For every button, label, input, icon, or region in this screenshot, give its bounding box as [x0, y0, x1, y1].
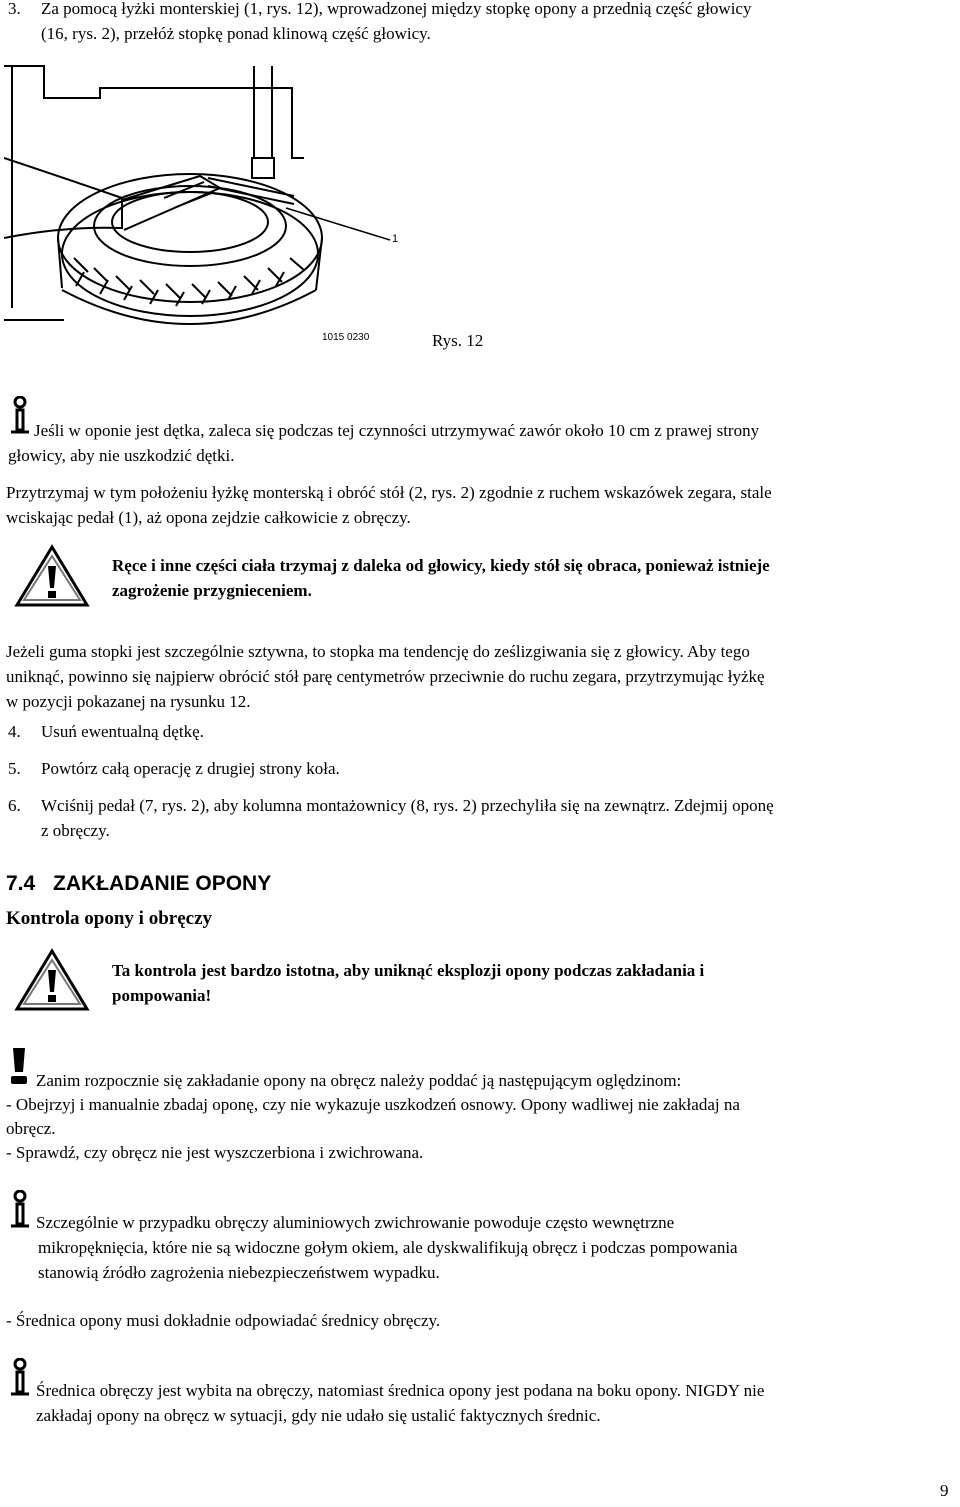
note-text-line: stanowią źródło zagrożenia niebezpieczeństwem wypadku.: [38, 1263, 440, 1282]
step-text-line: (16, rys. 2), przełóż stopkę ponad klinową część głowicy.: [41, 24, 431, 43]
step-text-line: Za pomocą łyżki monterskiej (1, rys. 12), wprowadzonej między stopkę opony a przednią część głowicy: [41, 0, 752, 18]
exclamation-icon: [8, 1046, 30, 1086]
figure-code: 1015 0230: [322, 332, 370, 343]
important-text-line: obręcz.: [6, 1119, 56, 1138]
section-number: 7.4: [6, 872, 36, 895]
note-text-line: zakładaj opony na obręcz w sytuacji, gdy nie udało się ustalić faktycznych średnic.: [36, 1406, 601, 1425]
note-text-line: Średnica obręczy jest wybita na obręczy, natomiast średnica opony jest podana na boku opony. NIGDY nie: [36, 1381, 765, 1400]
warning-text-line: pompowania!: [112, 986, 212, 1005]
info-i-icon: [8, 1358, 32, 1398]
page-number: 9: [940, 1481, 949, 1500]
section-heading: [6, 870, 271, 898]
info-i-icon: [8, 396, 32, 436]
important-text-line: Zanim rozpocznie się zakładanie opony na obręcz należy poddać ją następującym oględzinom:: [36, 1071, 682, 1090]
warning-text-line: Ręce i inne części ciała trzymaj z daleka od głowicy, kiedy stół się obraca, ponieważ istnieje: [112, 556, 770, 575]
section-subtitle: Kontrola opony i obręczy: [6, 908, 213, 929]
paragraph-line: Jeżeli guma stopki jest szczególnie sztywna, to stopka ma tendencję do ześlizgiwania się z głowicy. Aby tego: [6, 642, 750, 661]
dash-list-item: - Średnica opony musi dokładnie odpowiadać średnicy obręczy.: [6, 1311, 441, 1330]
warning-triangle-icon: [14, 544, 90, 608]
figure-callout-number: 1: [392, 233, 399, 245]
paragraph-line: uniknąć, powinno się najpierw obrócić stół parę centymetrów przeciwnie do ruchu zegara, przytrzymując łyżkę: [6, 667, 765, 686]
step-text: z obręczy.: [41, 821, 110, 840]
paragraph-line: Przytrzymaj w tym położeniu łyżkę monterską i obróć stół (2, rys. 2) zgodnie z ruchem wskazówek zegara, stale: [6, 483, 772, 502]
warning-text-line: zagrożenie przygnieceniem.: [112, 581, 312, 600]
step-number: 3.: [8, 0, 21, 18]
warning-text-line: Ta kontrola jest bardzo istotna, aby uniknąć eksplozji opony podczas zakładania i: [112, 961, 705, 980]
important-text-line: - Obejrzyj i manualnie zbadaj oponę, czy nie wykazuje uszkodzeń osnowy. Opony wadliwej nie zakładaj na: [6, 1095, 740, 1114]
note-text-line: mikropęknięcia, które nie są widoczne gołym okiem, ale dyskwalifikują obręcz i podczas pompowania: [38, 1238, 738, 1257]
tire-changer-drawing: [4, 58, 404, 350]
note-text-line: Jeśli w oponie jest dętka, zaleca się podczas tej czynności utrzymywać zawór około 10 cm z prawej strony: [34, 421, 760, 440]
note-text-line: głowicy, aby nie uszkodzić dętki.: [8, 446, 235, 465]
step-number: 5.: [8, 759, 21, 778]
figure-tire-changer-illustration: [4, 58, 404, 350]
section-title: ZAKŁADANIE OPONY: [53, 872, 272, 895]
paragraph-line: wciskając pedał (1), aż opona zejdzie całkowicie z obręczy.: [6, 508, 411, 527]
important-text-line: - Sprawdź, czy obręcz nie jest wyszczerbiona i zwichrowana.: [6, 1143, 424, 1162]
step-text: Usuń ewentualną dętkę.: [41, 722, 204, 741]
figure-caption: Rys. 12: [432, 331, 484, 350]
paragraph-line: w pozycji pokazanej na rysunku 12.: [6, 692, 251, 711]
note-text-line: Szczególnie w przypadku obręczy aluminiowych zwichrowanie powoduje często wewnętrzne: [36, 1213, 675, 1232]
warning-triangle-icon: [14, 948, 90, 1012]
step-text: Powtórz całą operację z drugiej strony koła.: [41, 759, 340, 778]
info-i-icon: [8, 1190, 32, 1230]
step-number: 4.: [8, 722, 21, 741]
step-number: 6.: [8, 796, 21, 815]
step-text: Wciśnij pedał (7, rys. 2), aby kolumna montażownicy (8, rys. 2) przechyliła się na zewnątrz. Zdejmij oponę: [41, 796, 774, 815]
